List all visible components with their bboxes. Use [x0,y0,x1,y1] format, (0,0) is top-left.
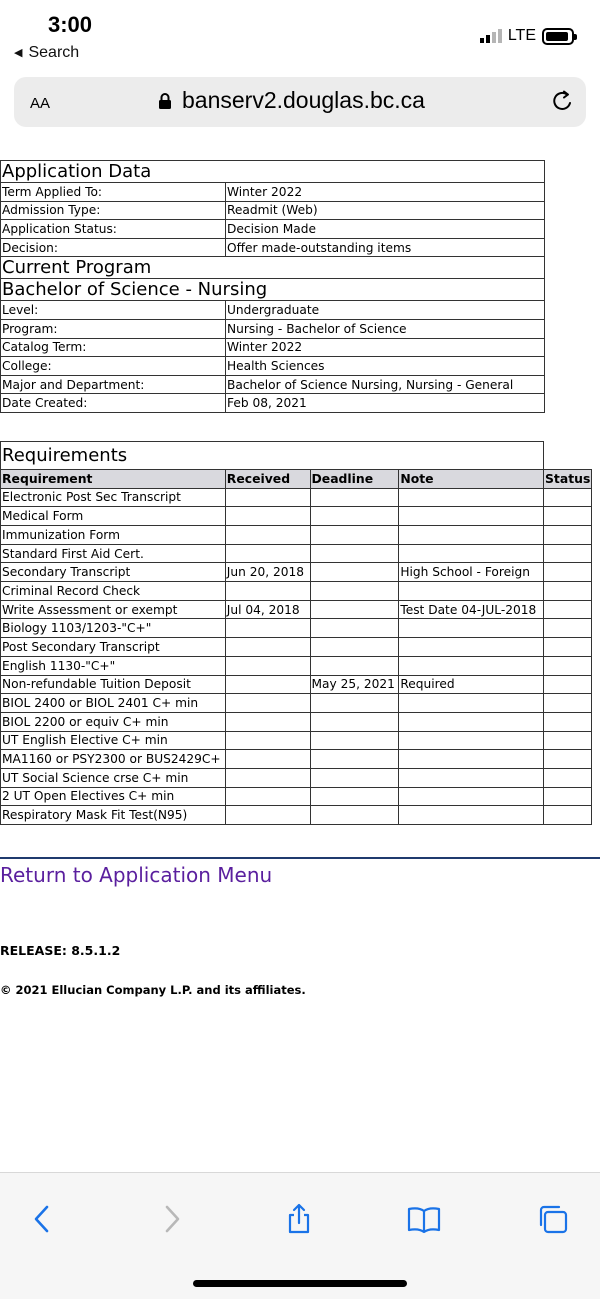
url-text[interactable]: banserv2.douglas.bc.ca [182,87,425,113]
divider [0,857,600,859]
cell-status [544,526,592,545]
cell-deadline [310,656,399,675]
home-indicator [193,1280,407,1287]
cell-status [544,750,592,769]
cell-received [225,675,310,694]
cell-requirement: Non-refundable Tuition Deposit [1,675,226,694]
cell-received [225,656,310,675]
table-row: Term Applied To: Winter 2022 [1,183,545,202]
cell-status [544,619,592,638]
table-row: Major and Department: Bachelor of Science Nursing, Nursing - General [1,375,545,394]
cell-note [399,731,544,750]
cell-deadline [310,619,399,638]
cell-deadline [310,694,399,713]
cell-deadline [310,544,399,563]
cell-status [544,768,592,787]
table-row [1,638,592,657]
cell-requirement: Standard First Aid Cert. [1,544,226,563]
cell-note [399,806,544,825]
table-row [1,656,592,675]
cell-deadline [310,507,399,526]
requirements-body [1,488,592,824]
cell-requirement: 2 UT Open Electives C+ min [1,787,226,806]
cell-status [544,694,592,713]
release-text: RELEASE: 8.5.1.2 [0,943,121,958]
table-row [1,582,592,601]
table-row: Level: Undergraduate [1,301,545,320]
cell-note [399,768,544,787]
cell-requirement: Secondary Transcript [1,563,226,582]
cell-deadline [310,712,399,731]
cell-received [225,526,310,545]
table-row [1,750,592,769]
copyright-text: © 2021 Ellucian Company L.P. and its affiliates. [0,983,306,997]
cell-note [399,582,544,601]
header-deadline: Deadline [310,469,399,488]
cell-note [399,638,544,657]
cell-received [225,507,310,526]
cell-status [544,731,592,750]
table-row [1,768,592,787]
cell-requirement: UT English Elective C+ min [1,731,226,750]
table-row [1,619,592,638]
table-row [1,600,592,619]
cell-received: Jul 04, 2018 [225,600,310,619]
cell-status [544,488,592,507]
cell-received [225,619,310,638]
cell-note [399,656,544,675]
status-indicators [480,27,574,45]
network-label: LTE [507,27,536,44]
cell-received [225,712,310,731]
table-row [1,731,592,750]
header-requirement: Requirement [1,469,226,488]
cell-requirement: UT Social Science crse C+ min [1,768,226,787]
cell-deadline [310,600,399,619]
table-row [1,806,592,825]
cell-status [544,806,592,825]
table-row: Admission Type: Readmit (Web) [1,201,545,220]
table-row: Program: Nursing - Bachelor of Science [1,319,545,338]
table-row: Decision: Offer made-outstanding items [1,238,545,257]
cell-note [399,544,544,563]
table-row [1,544,592,563]
table-row: Application Status: Decision Made [1,220,545,239]
cell-note: Test Date 04-JUL-2018 [399,600,544,619]
lock-icon [158,92,172,110]
cell-requirement: Criminal Record Check [1,582,226,601]
cell-deadline [310,731,399,750]
cell-deadline: May 25, 2021 [310,675,399,694]
current-program-title: Current Program [1,257,545,279]
requirements-table [0,441,592,825]
cell-requirement: MA1160 or PSY2300 or BUS2429C+ [1,750,226,769]
cell-deadline [310,787,399,806]
cell-status [544,582,592,601]
requirements-title: Requirements [1,441,544,469]
cell-note [399,507,544,526]
cell-received [225,694,310,713]
cell-received [225,582,310,601]
back-arrow-icon[interactable] [28,1203,58,1235]
cell-received [225,768,310,787]
tabs-icon[interactable] [536,1203,570,1235]
status-time: 3:00 [48,12,93,37]
cell-note [399,619,544,638]
table-row [1,675,592,694]
forward-arrow-icon[interactable] [156,1203,186,1235]
header-received: Received [225,469,310,488]
program-name: Bachelor of Science - Nursing [1,279,545,301]
cell-received [225,488,310,507]
table-row: Date Created: Feb 08, 2021 [1,394,545,413]
cell-status [544,600,592,619]
cell-deadline [310,563,399,582]
cell-status [544,544,592,563]
table-row [1,526,592,545]
cell-deadline [310,806,399,825]
cell-status [544,563,592,582]
cell-deadline [310,582,399,601]
cell-requirement: Immunization Form [1,526,226,545]
cell-requirement: English 1130-"C+" [1,656,226,675]
table-row: Catalog Term: Winter 2022 [1,338,545,357]
cell-deadline [310,638,399,657]
battery-icon [542,28,574,45]
cell-note: Required [399,675,544,694]
table-row [1,488,592,507]
cell-status [544,638,592,657]
cell-note [399,787,544,806]
cell-received [225,544,310,563]
table-row [1,787,592,806]
cell-received [225,787,310,806]
table-row: College: Health Sciences [1,357,545,376]
cell-requirement: Medical Form [1,507,226,526]
cell-note: High School - Foreign [399,563,544,582]
cell-deadline [310,488,399,507]
signal-icon [480,29,502,43]
cell-requirement: Electronic Post Sec Transcript [1,488,226,507]
cell-note [399,750,544,769]
application-data-title: Application Data [1,161,545,183]
cell-received [225,806,310,825]
cell-received [225,638,310,657]
text-size-label: AA [30,95,51,112]
cell-requirement: Biology 1103/1203-"C+" [1,619,226,638]
cell-status [544,787,592,806]
address-bar[interactable] [14,77,586,127]
cell-requirement: BIOL 2400 or BIOL 2401 C+ min [1,694,226,713]
cell-note [399,488,544,507]
back-to-search[interactable] [14,44,79,62]
cell-received [225,731,310,750]
cell-deadline [310,768,399,787]
cell-status [544,675,592,694]
cell-requirement: Respiratory Mask Fit Test(N95) [1,806,226,825]
header-status: Status [545,471,591,487]
back-label: Search [28,44,80,61]
cell-note [399,526,544,545]
cell-deadline [310,526,399,545]
requirements-header-row [1,469,592,488]
header-note: Note [399,469,544,488]
share-icon[interactable] [284,1203,314,1235]
cell-requirement: Post Secondary Transcript [1,638,226,657]
reload-icon[interactable] [550,89,576,115]
cell-requirement: Write Assessment or exempt [1,600,226,619]
cell-status [544,507,592,526]
cell-received [225,750,310,769]
text-size-button[interactable] [30,91,50,114]
page-content [0,160,600,825]
return-link[interactable]: Return to Application Menu [0,863,273,887]
application-table [0,160,545,413]
cell-note [399,694,544,713]
cell-status [544,656,592,675]
table-row [1,563,592,582]
table-row [1,507,592,526]
bookmarks-icon[interactable] [406,1203,442,1235]
cell-note [399,712,544,731]
cell-requirement: BIOL 2200 or equiv C+ min [1,712,226,731]
cell-deadline [310,750,399,769]
cell-status [544,712,592,731]
table-row [1,694,592,713]
back-triangle-icon: ◀ [14,47,23,59]
cell-received: Jun 20, 2018 [225,563,310,582]
table-row [1,712,592,731]
